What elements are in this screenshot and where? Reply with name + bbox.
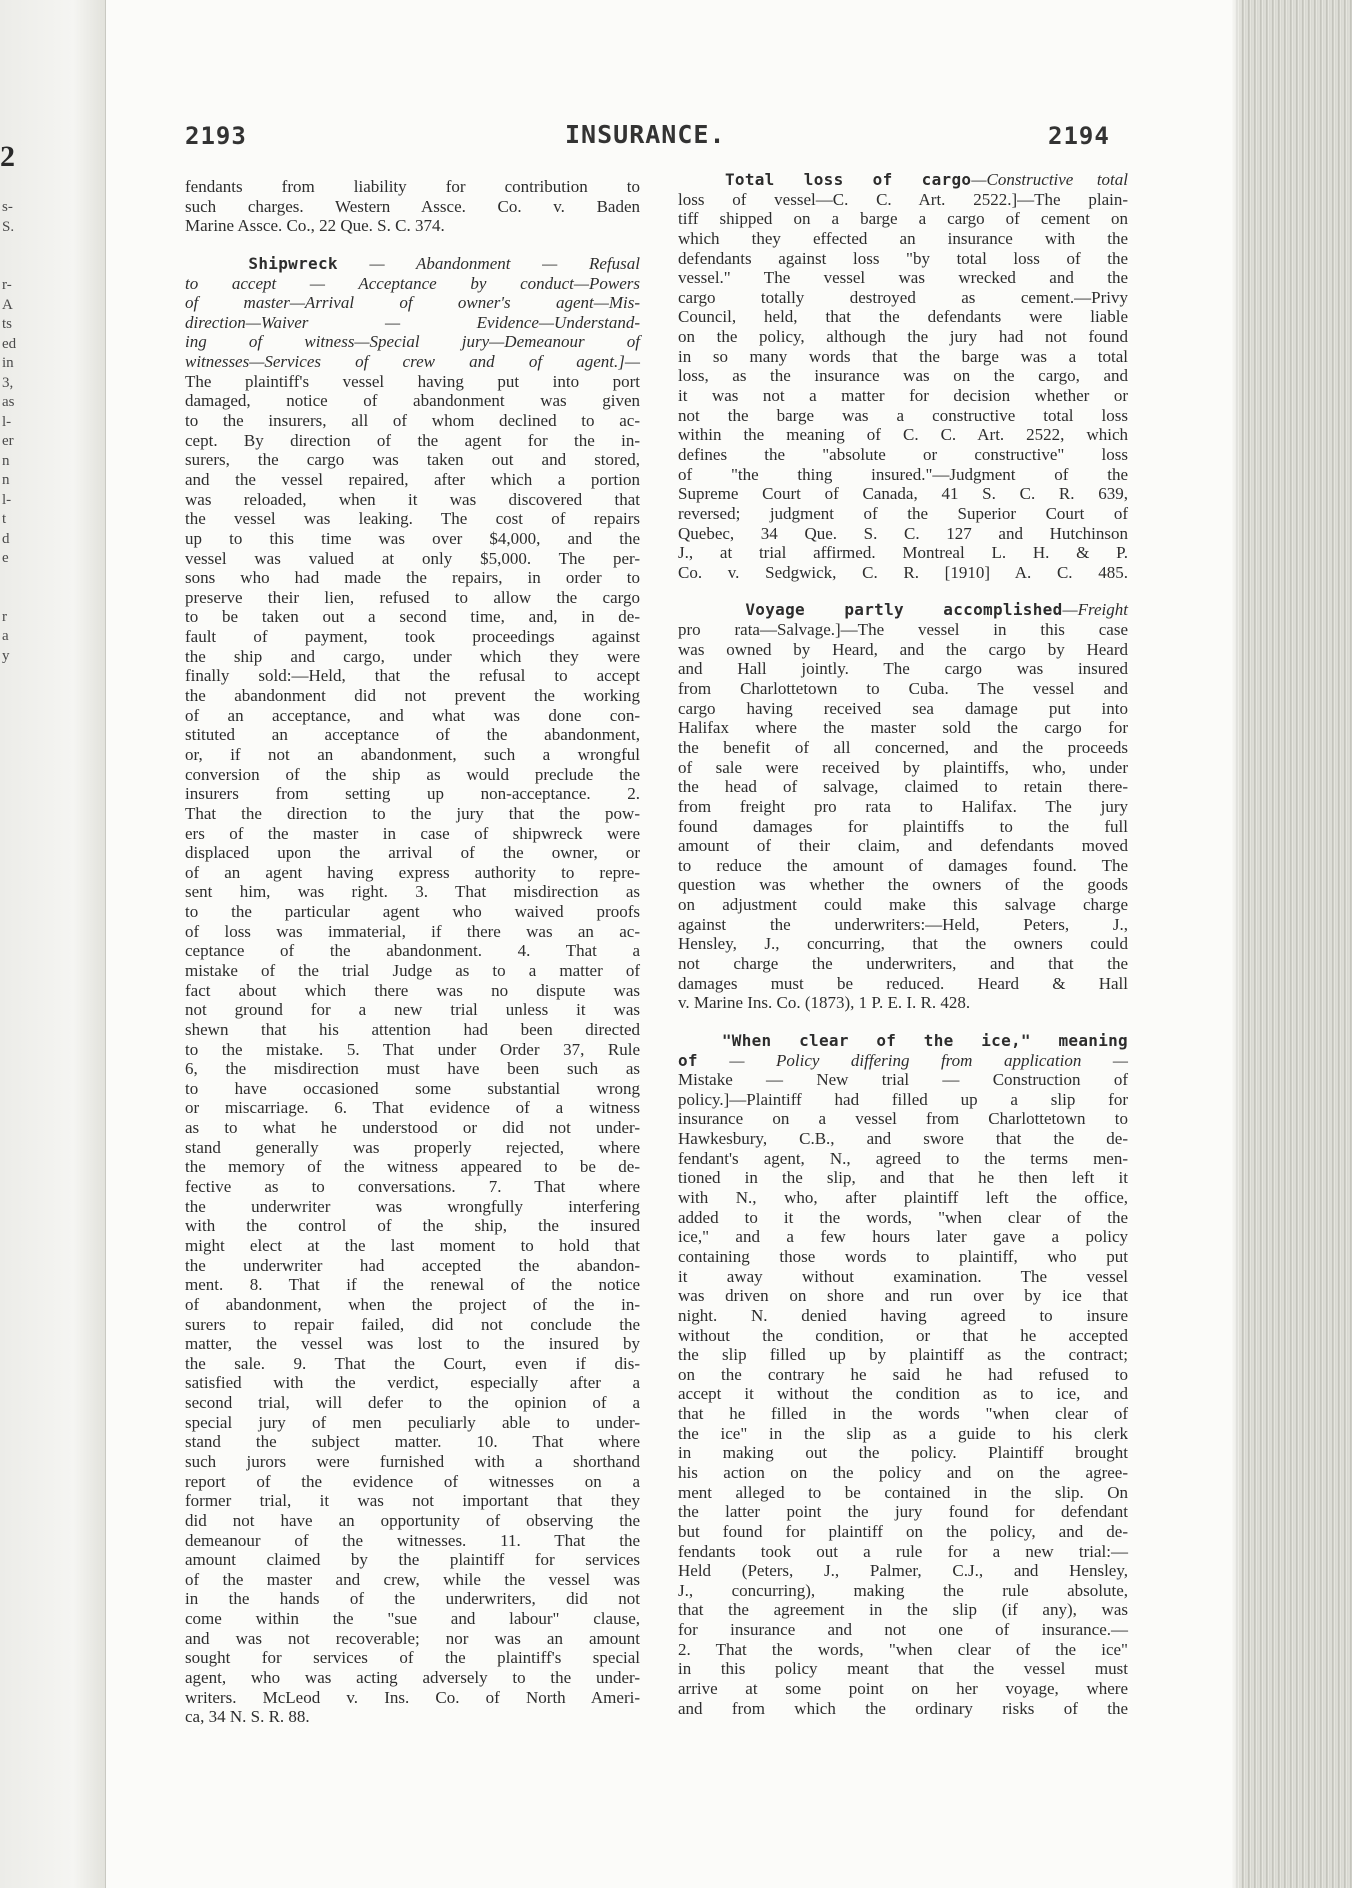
text-line: of an agent having express authority to repre-: [185, 862, 640, 882]
text-line: to the mistake. 5. That under Order 37, Rule: [185, 1039, 640, 1059]
text-line: containing those words to plaintiff, who put: [678, 1246, 1128, 1266]
entry-heading: Shipwreck: [248, 253, 338, 273]
entry-subject: —Freight: [1062, 600, 1128, 620]
entry-heading-cont: of: [678, 1050, 698, 1070]
text-line: his action on the policy and on the agree-: [678, 1463, 1128, 1482]
entry-first-line: [185, 254, 640, 274]
facing-page-fragment: l-: [2, 413, 12, 430]
text-line: to be taken out a second time, and, in de-: [185, 607, 640, 627]
text-line: or miscarriage. 6. That evidence of a witness: [185, 1098, 640, 1118]
text-line: of the master and crew, while the vessel was: [185, 1569, 640, 1589]
facing-page-fragment: a: [2, 628, 9, 644]
text-line: fendants from liability for contribution to: [185, 177, 640, 196]
entry-subject-line: witnesses—Services of crew and of agent.]—: [185, 352, 640, 372]
text-line: preserve their lien, refused to allow the cargo: [185, 587, 640, 607]
entry-subject-line: loss of vessel—C. C. Art. 2522.]—The plain-: [678, 189, 1128, 209]
text-line: that the agreement in the slip (if any), was: [678, 1600, 1128, 1620]
text-line: damages must be reduced. Heard & Hall: [678, 973, 1128, 993]
text-line: did not have an opportunity of observing the: [185, 1510, 640, 1530]
text-line: v. Marine Ins. Co. (1873), 1 P. E. I. R. 428.: [678, 993, 971, 1013]
text-line: with the control of the ship, the insured: [185, 1216, 640, 1236]
text-line: sent him, was right. 3. That misdirection as: [185, 882, 640, 902]
facing-page-fragment: as: [2, 394, 15, 410]
entry-subject-line: of master—Arrival of owner's agent—Mis-: [185, 293, 640, 313]
page-number-right: 2194: [1048, 122, 1110, 150]
facing-page-fragment: S.: [2, 218, 15, 235]
text-line: The plaintiff's vessel having put into port: [185, 371, 640, 391]
text-line: matter, the vessel was lost to the insured by: [185, 1334, 640, 1354]
text-line: Hensley, J., concurring, that the owners could: [678, 934, 1128, 954]
total-loss-entry: [678, 170, 1128, 582]
text-line: surers, the cargo was taken out and stored,: [185, 450, 640, 470]
text-line: the vessel was leaking. The cost of repairs: [185, 509, 640, 529]
text-line: of loss was immaterial, if there was an ac-: [185, 921, 640, 941]
entry-subject-line: pro rata—Salvage.]—The vessel in this case: [678, 620, 1128, 640]
facing-page-fragment: n: [2, 452, 10, 469]
facing-page-fragment: l-: [2, 491, 12, 508]
entry-body: [678, 209, 1128, 582]
entry-heading: Total loss of cargo: [724, 170, 972, 189]
text-line: tioned in the slip, and that he then left it: [678, 1168, 1128, 1188]
entry-subject-line: to accept — Acceptance by conduct—Powers: [185, 273, 640, 293]
text-line: up to this time was over $4,000, and the: [185, 528, 640, 548]
text-line: agent, who was acting adversely to the under-: [185, 1668, 640, 1688]
text-line: amount claimed by the plaintiff for services: [185, 1550, 640, 1570]
facing-page-fragment: r-: [2, 277, 12, 293]
text-line: reversed; judgment of the Superior Court of: [678, 503, 1128, 523]
facing-page-fragment: n: [2, 472, 10, 488]
text-line: in making out the policy. Plaintiff brought: [678, 1443, 1128, 1463]
text-line: insurers from setting up non-acceptance. 2.: [185, 784, 640, 804]
entry-subject-line: Mistake — New trial — Construction of: [678, 1070, 1128, 1090]
text-line: stand the subject matter. 10. That where: [185, 1432, 640, 1452]
facing-page-fragment: A: [2, 296, 13, 313]
text-line: fact about which there was no dispute was: [185, 980, 640, 1000]
text-line: might elect at the last moment to hold that: [185, 1235, 640, 1255]
text-line: stituted an acceptance of the abandonment,: [185, 725, 640, 745]
running-head-title: INSURANCE.: [565, 120, 726, 149]
entry-subject-line: policy.]—Plaintiff had filled up a slip for: [678, 1089, 1128, 1109]
text-line: That the direction to the jury that the pow-: [185, 803, 640, 823]
facing-page-fragment: in: [2, 355, 14, 371]
book-page-edges: [1232, 0, 1352, 1888]
text-line: not ground for a new trial unless it was: [185, 1000, 640, 1020]
facing-page-number-fragment: 2: [0, 140, 15, 173]
text-line: the underwriter was wrongfully interfering: [185, 1196, 640, 1216]
text-line: question was whether the owners of the goods: [678, 875, 1128, 895]
text-line: cargo having received sea damage put into: [678, 698, 1128, 718]
text-line: the benefit of all concerned, and the proceeds: [678, 737, 1128, 757]
text-line: to the particular agent who waived proofs: [185, 902, 640, 922]
facing-page-fragment: t: [2, 511, 7, 527]
text-line: demeanour of the witnesses. 11. That the: [185, 1530, 640, 1550]
page-number-left: 2193: [185, 122, 247, 150]
text-line: on adjustment could make this salvage charge: [678, 895, 1128, 915]
text-line: Hawkesbury, C.B., and swore that the de-: [678, 1129, 1128, 1149]
text-line: Quebec, 34 Que. S. C. 127 and Hutchinson: [678, 523, 1128, 543]
text-line: former trial, it was not important that they: [185, 1491, 640, 1511]
text-line: such charges. Western Assce. Co. v. Baden: [185, 196, 640, 216]
text-line: which they effected an insurance with the: [678, 228, 1128, 248]
text-line: on the policy, although the jury had not found: [678, 327, 1128, 347]
text-line: and was not recoverable; nor was an amount: [185, 1628, 640, 1648]
text-line: finally sold:—Held, that the refusal to accept: [185, 666, 640, 686]
text-line: the underwriter had accepted the abandon-: [185, 1255, 640, 1275]
text-line: to reduce the amount of damages found. The: [678, 855, 1128, 875]
text-line: found damages for plaintiffs to the full: [678, 816, 1128, 836]
text-line: Marine Assce. Co., 22 Que. S. C. 374.: [185, 216, 445, 236]
text-line: J., at trial affirmed. Montreal L. H. & P.: [678, 543, 1128, 563]
text-line: and the vessel repaired, after which a portion: [185, 469, 640, 489]
facing-page-fragment: s-: [2, 199, 13, 215]
text-line: from Charlottetown to Cuba. The vessel and: [678, 679, 1128, 699]
text-line: that he filled in the words "when clear of: [678, 1404, 1128, 1424]
text-line: was driven on shore and run over by ice that: [678, 1286, 1128, 1306]
entry-body: [678, 1109, 1128, 1718]
text-line: as to what he understood or did not under-: [185, 1118, 640, 1138]
text-line: writers. McLeod v. Ins. Co. of North Ameri-: [185, 1687, 640, 1707]
text-line: it was not a matter for decision whether or: [678, 386, 1128, 406]
entry-heading: Voyage partly accomplished: [745, 600, 1063, 620]
text-line: ers of the master in case of shipwreck were: [185, 823, 640, 843]
text-line: the sale. 9. That the Court, even if dis-: [185, 1353, 640, 1373]
text-line: and from which the ordinary risks of the: [678, 1698, 1128, 1718]
ice-entry: [678, 1031, 1128, 1718]
text-line: special jury of men peculiarly able to under-: [185, 1412, 640, 1432]
text-line: accept it without the condition as to ice, and: [678, 1384, 1128, 1404]
text-line: ca, 34 N. S. R. 88.: [185, 1707, 310, 1727]
text-line: mistake of the trial Judge as to a matter of: [185, 960, 640, 980]
text-line: fendant's agent, N., agreed to the terms men-: [678, 1148, 1128, 1168]
text-line: the ship and cargo, under which they were: [185, 646, 640, 666]
text-line: of "the thing insured."—Judgment of the: [678, 464, 1128, 484]
text-line: Halifax where the master sold the cargo for: [678, 718, 1128, 738]
text-line: ice," and a few hours later gave a policy: [678, 1227, 1128, 1247]
text-line: loss, as the insurance was on the cargo, and: [678, 366, 1128, 386]
entry-first-line: [678, 600, 1128, 620]
text-line: not the barge was a constructive total loss: [678, 405, 1128, 425]
text-line: or, if not an abandonment, such a wrongful: [185, 744, 640, 764]
text-line: shewn that his attention had been directed: [185, 1019, 640, 1039]
text-line: vessel was valued at only $5,000. The per-: [185, 548, 640, 568]
entry-first-line: [678, 170, 1128, 190]
text-line: Council, held, that the defendants were liable: [678, 307, 1128, 327]
text-line: ceptance of the abandonment. 4. That a: [185, 941, 640, 961]
text-line: without the condition, or that he accepted: [678, 1325, 1128, 1345]
text-line: in the hands of the underwriters, did not: [185, 1589, 640, 1609]
text-line: arrive at some point on her voyage, where: [678, 1679, 1128, 1699]
shipwreck-entry: [185, 254, 640, 1727]
text-line: night. N. denied having agreed to insure: [678, 1305, 1128, 1325]
text-line: surers to repair failed, did not conclude the: [185, 1314, 640, 1334]
facing-page-fragment: d: [2, 530, 10, 547]
entry-subject-line: ing of witness—Special jury—Demeanour of: [185, 332, 640, 352]
text-line: displaced upon the arrival of the owner, or: [185, 843, 640, 863]
text-line: of sale were received by plaintiffs, who, under: [678, 757, 1128, 777]
text-line: was reloaded, when it was discovered that: [185, 489, 640, 509]
text-line: conversion of the ship as would preclude the: [185, 764, 640, 784]
text-line: stand generally was properly rejected, where: [185, 1137, 640, 1157]
text-line: from freight pro rata to Halifax. The jury: [678, 796, 1128, 816]
text-line: sought for services of the plaintiff's special: [185, 1648, 640, 1668]
text-line: of an acceptance, and what was done con-: [185, 705, 640, 725]
entry-body: [185, 372, 640, 1727]
facing-page-fragment: y: [2, 647, 10, 664]
text-line: in so many words that the barge was a total: [678, 346, 1128, 366]
facing-page-fragment: er: [2, 433, 14, 449]
text-line: second trial, will defer to the opinion of a: [185, 1393, 640, 1413]
entry-first-line: [678, 1031, 1128, 1051]
text-line: within the meaning of C. C. Art. 2522, which: [678, 425, 1128, 445]
text-line: on the contrary he said he had refused to: [678, 1364, 1128, 1384]
text-line: in this policy meant that the vessel must: [678, 1659, 1128, 1679]
text-line: fault of payment, took proceedings against: [185, 627, 640, 647]
text-line: Supreme Court of Canada, 41 S. C. R. 639,: [678, 484, 1128, 504]
facing-page-edge: [0, 0, 106, 1888]
text-line: the ice" in the slip as a guide to his clerk: [678, 1423, 1128, 1443]
text-line: report of the evidence of witnesses on a: [185, 1471, 640, 1491]
text-line: the abandonment did not prevent the working: [185, 686, 640, 706]
facing-page-fragment: ed: [2, 335, 17, 352]
text-line: the slip filled up by plaintiff as the contract;: [678, 1345, 1128, 1365]
text-line: vessel." The vessel was wrecked and the: [678, 268, 1128, 288]
text-line: defines the "absolute or constructive" loss: [678, 444, 1128, 464]
entry-subject-line: direction—Waiver — Evidence—Understand-: [185, 312, 640, 332]
text-line: ment. 8. That if the renewal of the notice: [185, 1275, 640, 1295]
entry-subject: — Abandonment — Refusal: [337, 253, 640, 273]
entry-subject: — Policy differing from application —: [697, 1050, 1128, 1070]
text-line: was owned by Heard, and the cargo by Heard: [678, 639, 1128, 659]
text-line: of abandonment, when the project of the in-: [185, 1294, 640, 1314]
text-line: the head of salvage, claimed to retain there-: [678, 777, 1128, 797]
right-text-column: [678, 170, 1128, 1718]
entry-heading: "When clear of the ice," meaning: [721, 1030, 1128, 1050]
text-line: J., concurring), making the rule absolute,: [678, 1580, 1128, 1600]
text-line: to the insurers, all of whom declined to ac-: [185, 411, 640, 431]
entry-second-line: [678, 1051, 1128, 1071]
left-text-column: [185, 177, 640, 1727]
text-line: ment alleged to be contained in the slip. On: [678, 1482, 1128, 1502]
entry-subject-lines: [185, 274, 640, 372]
text-line: added to it the words, "when clear of the: [678, 1207, 1128, 1227]
text-line: 6, the misdirection must have been such as: [185, 1059, 640, 1079]
facing-page-fragment: ts: [2, 316, 13, 332]
entry-body: [678, 640, 1128, 1013]
text-line: the memory of the witness appeared to be de-: [185, 1157, 640, 1177]
text-line: Co. v. Sedgwick, C. R. [1910] A. C. 485.: [678, 562, 1128, 582]
text-line: but found for plaintiff on the policy, and de-: [678, 1521, 1128, 1541]
text-line: satisfied with the verdict, especially after a: [185, 1373, 640, 1393]
text-line: it away without examination. The vessel: [678, 1266, 1128, 1286]
text-line: for insurance and not one of insurance.—: [678, 1620, 1128, 1640]
text-line: such jurors were furnished with a shorthand: [185, 1452, 640, 1471]
text-line: fendants took out a rule for a new trial:—: [678, 1541, 1128, 1561]
text-line: cept. By direction of the agent for the in-: [185, 430, 640, 450]
entry-subject: —Constructive total: [971, 170, 1128, 189]
facing-page-fragment: e: [2, 550, 9, 566]
text-line: with N., who, after plaintiff left the office,: [678, 1188, 1128, 1208]
facing-page-fragment: r: [2, 608, 7, 625]
voyage-entry: [678, 600, 1128, 1012]
text-line: and Hall jointly. The cargo was insured: [678, 659, 1128, 679]
text-line: fective as to conversations. 7. That where: [185, 1177, 640, 1197]
text-line: cargo totally destroyed as cement.—Privy: [678, 287, 1128, 307]
text-line: insurance on a vessel from Charlottetown to: [678, 1109, 1128, 1129]
text-line: the latter point the jury found for defendant: [678, 1502, 1128, 1522]
text-line: 2. That the words, "when clear of the ice": [678, 1639, 1128, 1659]
text-line: to have occasioned some substantial wrong: [185, 1078, 640, 1098]
text-line: against the underwriters:—Held, Peters, J.,: [678, 914, 1128, 934]
text-line: tiff shipped on a barge a cargo of cement on: [678, 209, 1128, 229]
text-line: defendants against loss "by total loss of the: [678, 248, 1128, 268]
text-line: Held (Peters, J., Palmer, C.J., and Hensley,: [678, 1561, 1128, 1581]
facing-page-fragment: 3,: [2, 374, 14, 391]
text-line: sons who had made the repairs, in order to: [185, 568, 640, 588]
continuation-paragraph: [185, 177, 640, 236]
text-line: amount of their claim, and defendants moved: [678, 836, 1128, 856]
text-line: damaged, notice of abandonment was given: [185, 391, 640, 411]
text-line: come within the "sue and labour" clause,: [185, 1609, 640, 1629]
text-line: not charge the underwriters, and that the: [678, 953, 1128, 973]
